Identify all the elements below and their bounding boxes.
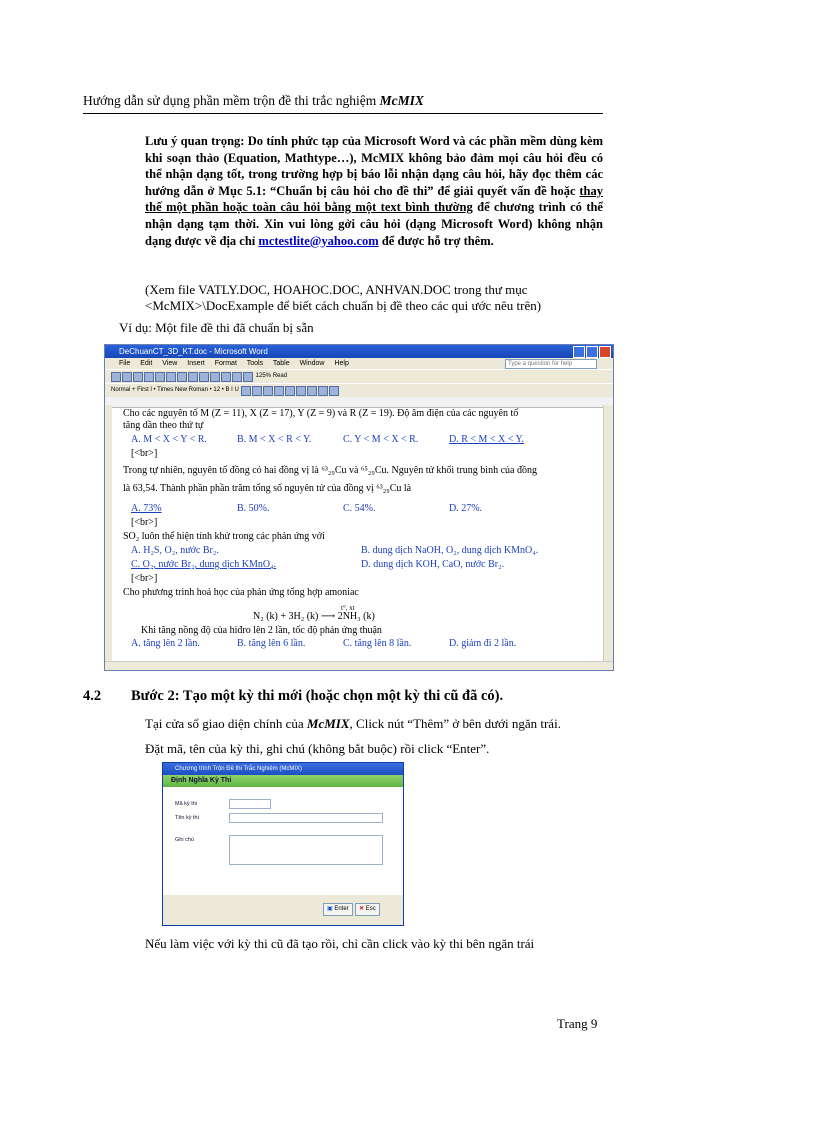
horizontal-scrollbar[interactable] [105, 661, 613, 670]
page-number: Trang 9 [557, 1016, 598, 1031]
instruction-1-brand: McMIX [306, 716, 350, 731]
reaction-condition: t°, xt [341, 604, 355, 612]
word-menubar [105, 358, 613, 369]
new-icon[interactable] [111, 372, 121, 382]
q2-option-b: B. 50%. [237, 503, 270, 514]
save-icon[interactable] [133, 372, 143, 382]
help-search-input[interactable]: Type a question for help [505, 359, 597, 369]
word-screenshot [104, 344, 614, 671]
indent-icon[interactable] [307, 386, 317, 396]
word-title: DeChuanCT_3D_KT.doc - Microsoft Word [119, 347, 268, 356]
menu-window[interactable]: Window [299, 360, 325, 367]
doc-line: là 63,54. Thành phần phần trăm tổng số nguyên tử của đồng vị ⁶³₂₉Cu là [123, 483, 412, 494]
q1-option-c: C. Y < M < X < R. [343, 434, 419, 445]
instruction-1-text: Tại cửa sổ giao diện chính của [145, 716, 307, 731]
doc-line: [<br>] [131, 573, 158, 584]
document-body[interactable] [113, 405, 599, 663]
dialog-subtitle: Định Nghĩa Kỳ Thi [163, 775, 403, 787]
menu-insert[interactable]: Insert [187, 360, 205, 367]
table-icon[interactable] [232, 372, 242, 382]
section-title: Bước 2: Tạo một kỳ thi mới (hoặc chọn một kỳ thi cũ đã có). [131, 688, 504, 704]
q3-option-c: C. O₂, nước Br₂, dung dịch KMnO₄. [131, 559, 277, 570]
q1-option-a: A. M < X < Y < R. [131, 434, 207, 445]
dialog-title: Chương trình Trộn Đề thi Trắc Nghiệm (McMIX) [163, 763, 403, 775]
q1-option-b: B. M < X < R < Y. [237, 434, 312, 445]
q4-option-b: B. tăng lên 6 lần. [237, 638, 306, 649]
section-number: 4.2 [83, 688, 102, 704]
cut-icon[interactable] [177, 372, 187, 382]
menu-help[interactable]: Help [334, 360, 349, 367]
word-toolbar-standard [105, 369, 613, 383]
q4-option-c: C. tăng lên 8 lần. [343, 638, 412, 649]
left-margin-bar [105, 405, 112, 661]
note-text-3: để được hỗ trợ thêm. [378, 233, 494, 248]
q2-option-a: A. 73% [131, 503, 162, 514]
align-center-icon[interactable] [252, 386, 262, 396]
menu-table[interactable]: Table [272, 360, 290, 367]
maximize-icon[interactable] [586, 346, 598, 358]
doc-line: N₂ (k) + 3H₂ (k) ⟶ 2NH₃ (k) [253, 611, 375, 622]
section-heading [83, 688, 503, 705]
numbering-icon[interactable] [296, 386, 306, 396]
menu-file[interactable]: File [119, 360, 131, 367]
exam-code-label: Mã kỳ thi [175, 801, 198, 807]
q4-option-d: D. giảm đi 2 lần. [449, 638, 517, 649]
redo-icon[interactable] [221, 372, 231, 382]
exam-name-input[interactable] [229, 813, 383, 823]
doc-line: [<br>] [131, 448, 158, 459]
menu-edit[interactable]: Edit [140, 360, 153, 367]
q4-option-a: A. tăng lên 2 lần. [131, 638, 200, 649]
doc-line: Trong tự nhiên, nguyên tố đồng có hai đồng vị là ⁶³₂₉Cu và ⁶⁵₂₉Cu. Nguyên tử khối trung bình của đồng [123, 465, 537, 476]
important-note [145, 133, 603, 249]
doc-line: Cho các nguyên tố M (Z = 11), X (Z = 17), Y (Z = 9) và R (Z = 19). Độ âm điện của các nguyên tố [123, 408, 519, 419]
align-right-icon[interactable] [263, 386, 273, 396]
q2-option-c: C. 54%. [343, 503, 376, 514]
bullets-icon[interactable] [285, 386, 295, 396]
instruction-2: Đặt mã, tên của kỳ thi, ghi chú (không bắt buộc) rồi click “Enter”. [145, 741, 490, 756]
header-brand: McMIX [379, 93, 424, 108]
exam-code-input[interactable] [229, 799, 271, 809]
preview-icon[interactable] [155, 372, 165, 382]
note-text-1: Lưu ý quan trọng: Do tính phức tạp của Microsoft Word và các phần mềm dùng kèm khi soạn thảo (Equation, Mathtype…), McMIX không bảo đảm mọi câu hỏi đều có thể nhận dạng tốt, trong trường hợp bị báo lỗi nhận dạng câu hỏi, hãy đọc thêm các hướng dẫn ở Mục 5.1: “Chuẩn bị câu hỏi cho đề thi” để giải quyết vấn đề hoặc [145, 134, 603, 198]
copy-icon[interactable] [188, 372, 198, 382]
dialog-body [163, 787, 403, 895]
font-color-icon[interactable] [329, 386, 339, 396]
menu-format[interactable]: Format [214, 360, 237, 367]
q1-option-d: D. R < M < X < Y. [449, 434, 524, 445]
doc-line: tăng dần theo thứ tự [123, 420, 204, 431]
highlight-icon[interactable] [318, 386, 328, 396]
minimize-icon[interactable] [573, 346, 585, 358]
enter-label: Enter [334, 906, 349, 912]
q2-option-d: D. 27%. [449, 503, 483, 514]
zoom-level[interactable]: 125% [255, 373, 272, 379]
note-underlined: thay thế một phần hoặc toàn câu hỏi bằng một text bình thường [145, 183, 603, 215]
exam-name-label: Tên kỳ thi [175, 815, 199, 821]
justify-icon[interactable] [274, 386, 284, 396]
close-icon[interactable] [599, 346, 611, 358]
doc-line: SO₂ luôn thể hiện tính khử trong các phản ứng với [123, 531, 325, 542]
read-button[interactable]: Read [272, 373, 288, 379]
enter-button[interactable] [323, 903, 353, 916]
reference-note: (Xem file VATLY.DOC, HOAHOC.DOC, ANHVAN.DOC trong thư mục <McMIX>\DocExample để biết cách chuẩn bị đề theo các qui ước nêu trên) [145, 282, 542, 313]
window-controls [573, 346, 611, 358]
define-exam-dialog [162, 762, 404, 926]
format-toolbar-text[interactable]: Normal + First l • Times New Roman • 12 • B I U [111, 387, 239, 393]
menu-tools[interactable]: Tools [246, 360, 264, 367]
vertical-scrollbar[interactable] [603, 405, 613, 661]
q3-option-a: A. H₂S, O₂, nước Br₂. [131, 545, 219, 556]
word-toolbar-format [105, 383, 613, 397]
print-icon[interactable] [144, 372, 154, 382]
doc-line: Cho phương trình hoá học của phản ứng tổng hợp amoniac [123, 587, 359, 598]
word-titlebar [105, 345, 613, 358]
closing-text: Nếu làm việc với kỳ thi cũ đã tạo rồi, chỉ cần click vào kỳ thi bên ngăn trái [145, 936, 535, 951]
notes-label: Ghi chú [175, 837, 194, 843]
notes-input[interactable] [229, 835, 383, 865]
page-header [83, 93, 603, 114]
cancel-x-icon: ✕ [359, 906, 365, 912]
email-link[interactable]: mctestlite@yahoo.com [258, 233, 379, 248]
q3-option-d: D. dung dịch KOH, CaO, nước Br₂. [361, 559, 505, 570]
undo-icon[interactable] [210, 372, 220, 382]
doc-line: [<br>] [131, 517, 158, 528]
header-text: Hướng dẫn sử dụng phần mềm trộn đề thi trắc nghiệm [83, 93, 380, 108]
esc-button[interactable] [355, 903, 380, 916]
spell-icon[interactable] [166, 372, 176, 382]
enter-icon: ▣ [327, 906, 333, 912]
columns-icon[interactable] [243, 372, 253, 382]
open-icon[interactable] [122, 372, 132, 382]
align-left-icon[interactable] [241, 386, 251, 396]
example-caption: Ví dụ: Một file đề thi đã chuẩn bị sẵn [119, 320, 314, 335]
q3-option-b: B. dung dịch NaOH, O₂, dung dịch KMnO₄. [361, 545, 539, 556]
note-text-2: để chương trình có thể nhận dạng tạm thời. Xin vui lòng gởi câu hỏi (dạng Microsoft Word) không nhận dạng được về địa chỉ [145, 200, 603, 248]
paste-icon[interactable] [199, 372, 209, 382]
instruction-1 [145, 716, 561, 732]
esc-label: Esc [365, 906, 376, 912]
instruction-1-text-2: , Click nút “Thêm” ở bên dưới ngăn trái. [349, 716, 561, 731]
doc-line: Khi tăng nồng độ của hiđro lên 2 lần, tốc độ phản ứng thuận [141, 625, 382, 636]
menu-view[interactable]: View [162, 360, 178, 367]
